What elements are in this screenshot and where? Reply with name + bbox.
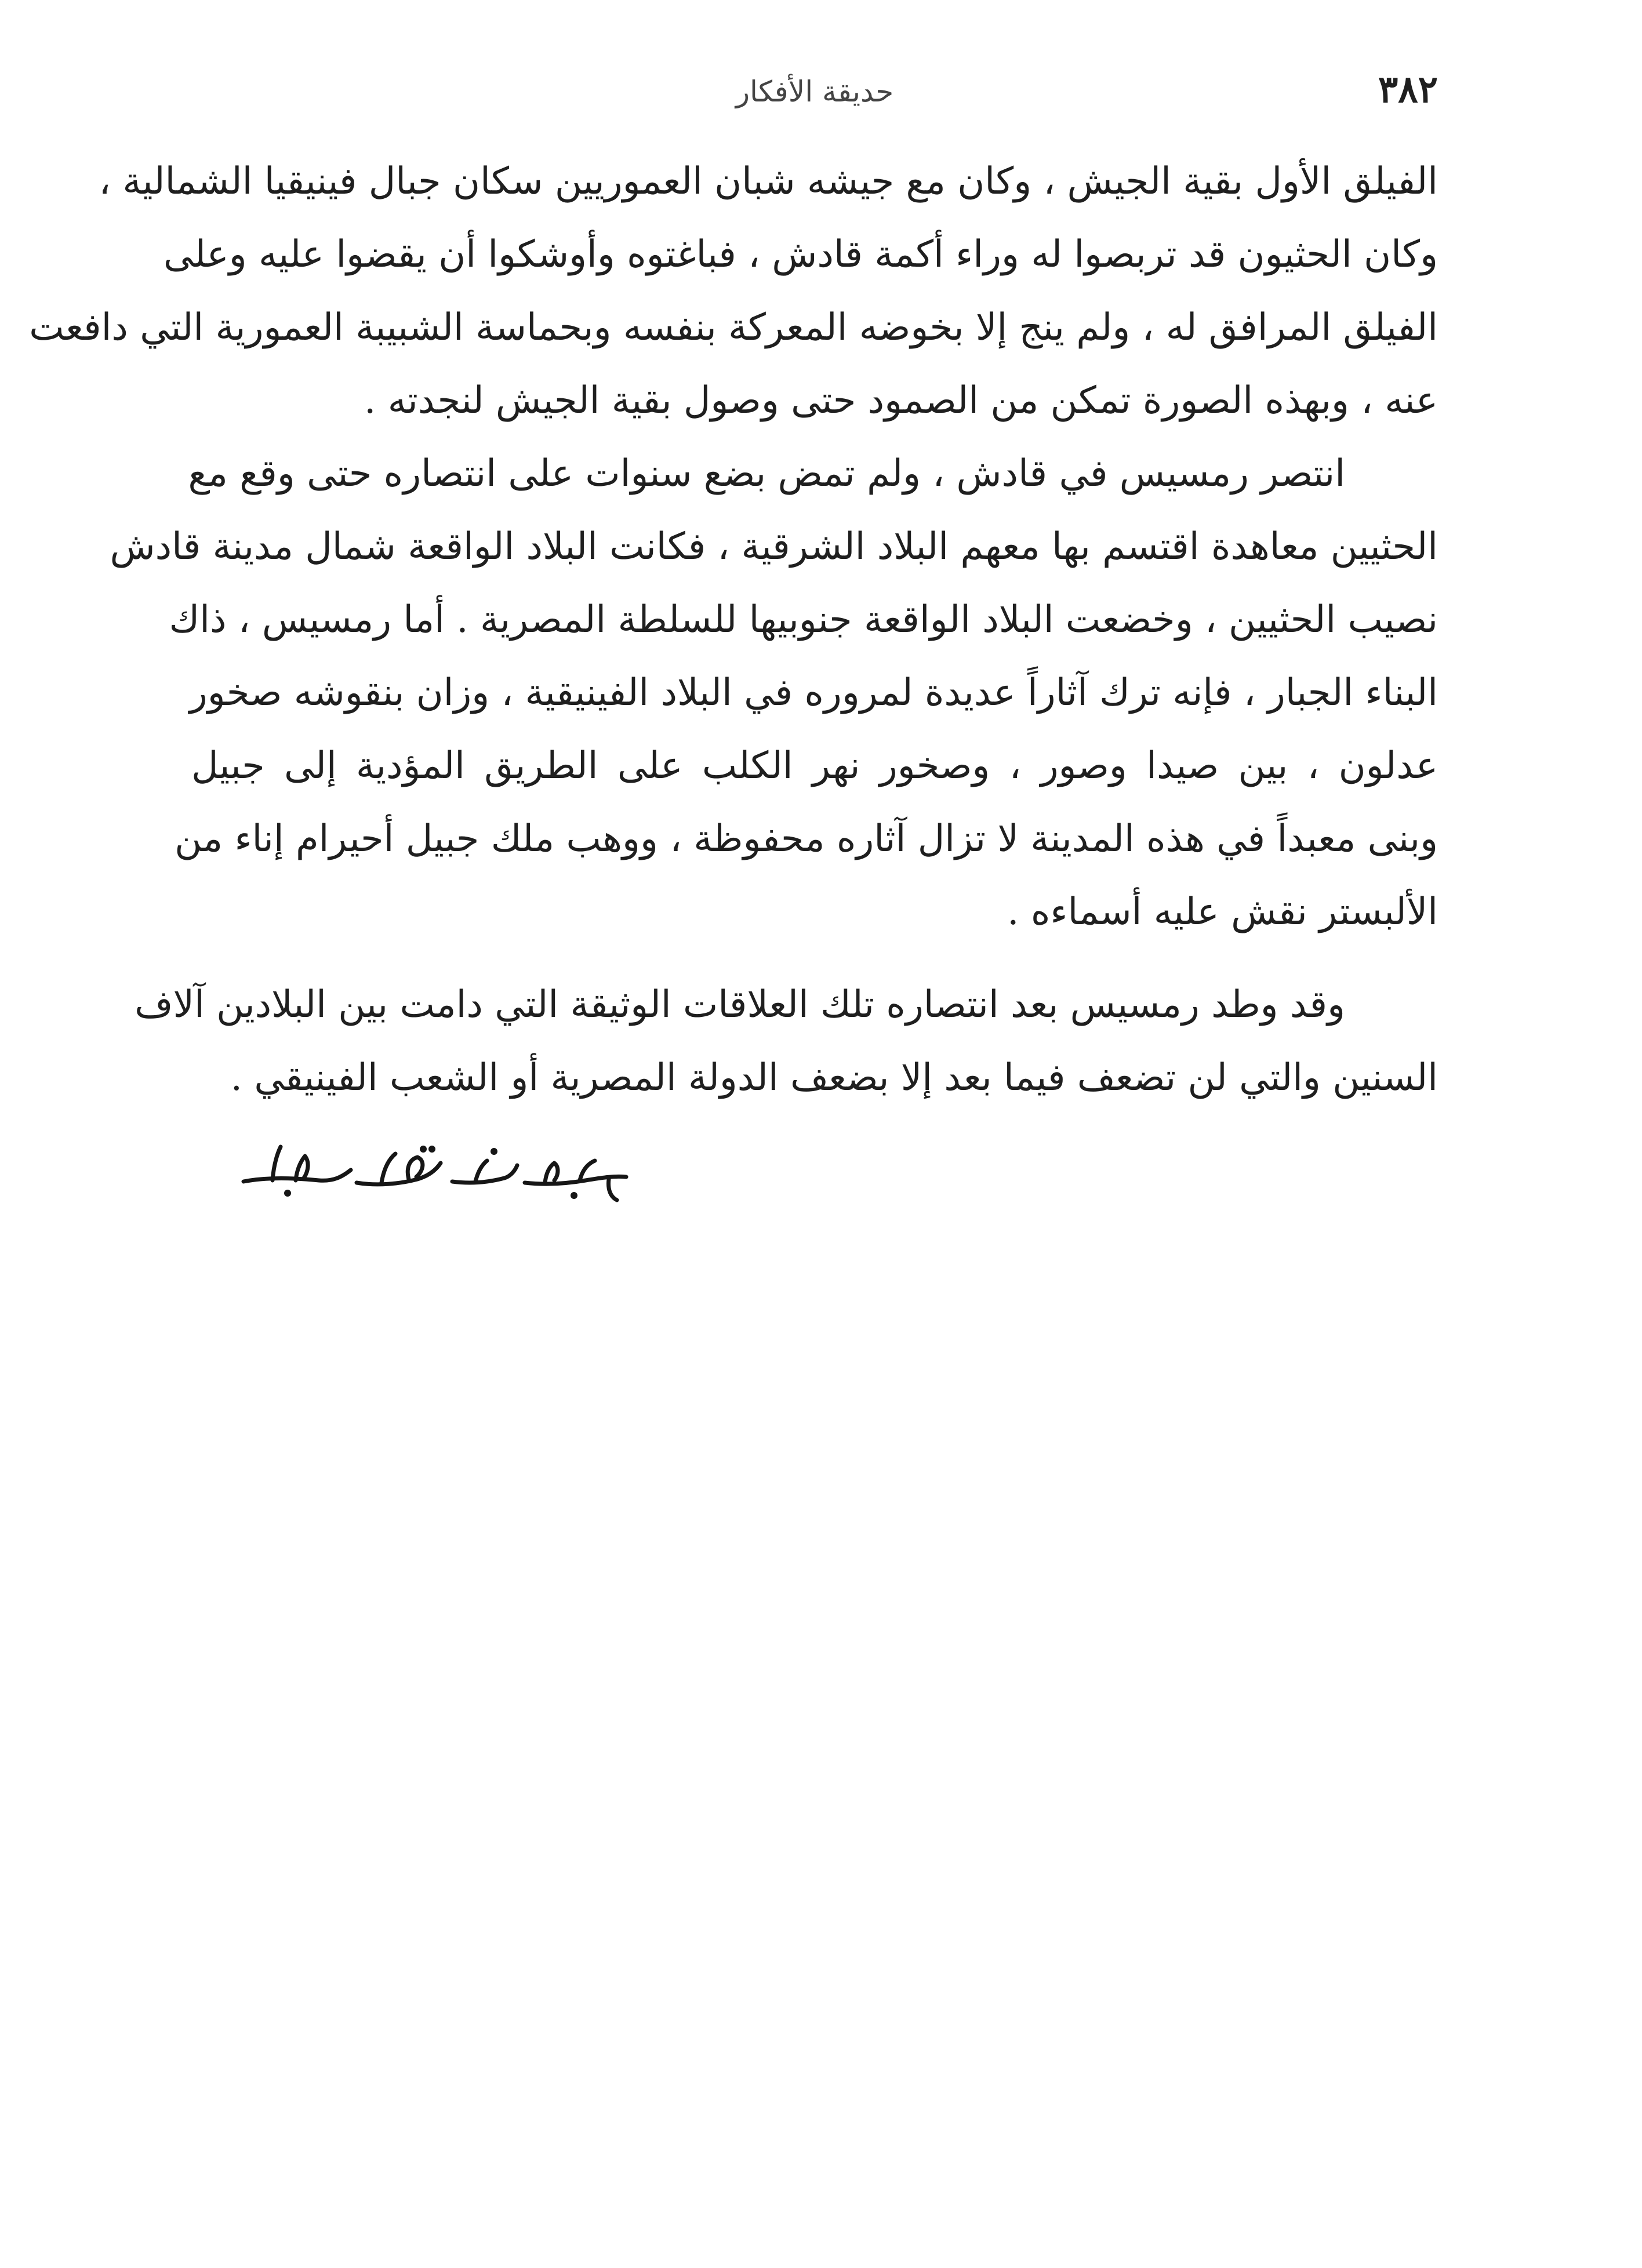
text-line: وقد وطد رمسيس بعد انتصاره تلك العلاقات الوثيقة التي دامت بين البلادين آلاف bbox=[135, 983, 1345, 1026]
text-line: نصيب الحثيين ، وخضعت البلاد الواقعة جنوبيها للسلطة المصرية . أما رمسيس ، ذاك bbox=[169, 598, 1438, 641]
text-line: السنين والتي لن تضعف فيما بعد إلا بضعف الدولة المصرية أو الشعب الفينيقي . bbox=[230, 1056, 1438, 1099]
body-text bbox=[29, 145, 1438, 1114]
paragraph-gap bbox=[191, 948, 1438, 968]
running-title: حديقة الأفكار bbox=[735, 75, 894, 108]
paragraph-3 bbox=[135, 968, 1438, 1114]
page-number: ٣٨٢ bbox=[1378, 68, 1438, 111]
paragraph-2 bbox=[110, 437, 1438, 948]
text-line: وبنى معبداً في هذه المدينة لا تزال آثاره محفوظة ، ووهب ملك جبيل أحيرام إناء من bbox=[175, 817, 1438, 860]
running-head bbox=[191, 64, 1438, 116]
text-line: الحثيين معاهدة اقتسم بها معهم البلاد الشرقية ، فكانت البلاد الواقعة شمال مدينة قادش bbox=[110, 525, 1438, 568]
paragraph-1 bbox=[29, 145, 1438, 437]
text-line: وكان الحثيون قد تربصوا له وراء أكمة قادش ، فباغتوه وأوشكوا أن يقضوا عليه وعلى bbox=[164, 233, 1438, 276]
handwritten-signature bbox=[232, 1136, 638, 1206]
author-signature bbox=[209, 1136, 673, 1206]
text-line: البناء الجبار ، فإنه ترك آثاراً عديدة لمروره في البلاد الفينيقية ، وزان بنقوشه صخور bbox=[189, 671, 1438, 714]
text-line: الفيلق الأول بقية الجيش ، وكان مع جيشه شبان العموريين سكان جبال فينيقيا الشمالية ، bbox=[99, 160, 1438, 203]
text-line: الألبستر نقش عليه أسماءه . bbox=[1007, 891, 1438, 933]
text-line: عنه ، وبهذه الصورة تمكن من الصمود حتى وصول بقية الجيش لنجدته . bbox=[364, 379, 1438, 422]
text-line: الفيلق المرافق له ، ولم ينج إلا بخوضه المعركة بنفسه وبحماسة الشبيبة العمورية التي دافعت bbox=[29, 306, 1438, 349]
text-line: عدلون ، بين صيدا وصور ، وصخور نهر الكلب على الطريق المؤدية إلى جبيل bbox=[191, 744, 1438, 787]
text-line: انتصر رمسيس في قادش ، ولم تمض بضع سنوات على انتصاره حتى وقع مع bbox=[188, 452, 1345, 495]
